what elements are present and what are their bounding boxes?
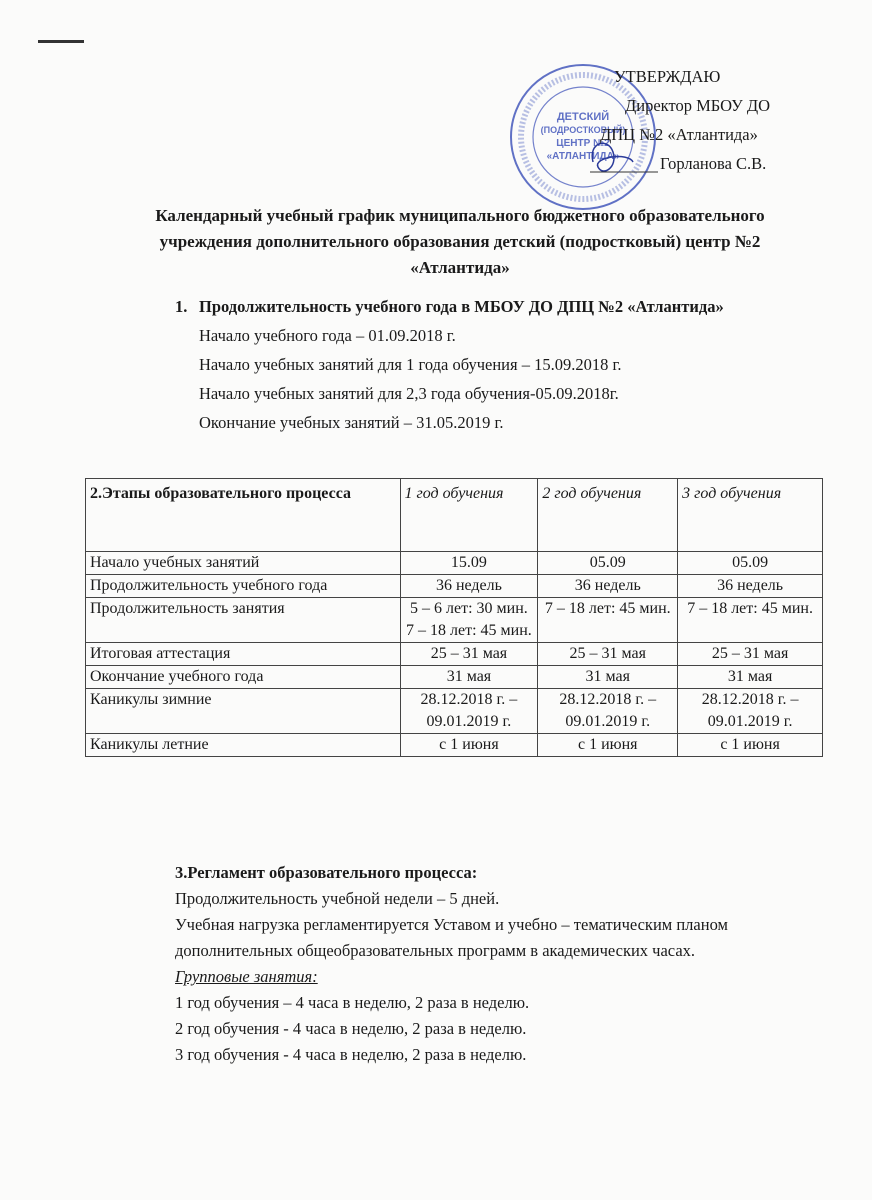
section-1: [175, 292, 795, 437]
table-cell: 31 мая: [400, 666, 538, 689]
section-1-line: Начало учебных занятий для 1 года обучения – 15.09.2018 г.: [199, 355, 622, 374]
table-cell: 28.12.2018 г. – 09.01.2019 г.: [538, 689, 678, 734]
table-row: [86, 552, 823, 575]
row-label: Начало учебных занятий: [86, 552, 401, 575]
section-1-line: Начало учебного года – 01.09.2018 г.: [199, 326, 456, 345]
row-label: Продолжительность учебного года: [86, 575, 401, 598]
section-3-week: Продолжительность учебной недели – 5 дней.: [175, 889, 500, 908]
svg-text:(ПОДРОСТКОВЫЙ): (ПОДРОСТКОВЫЙ): [540, 125, 626, 135]
table-cell: с 1 июня: [678, 734, 823, 757]
group-classes-label: Групповые занятия:: [175, 967, 318, 986]
table-cell: 31 мая: [538, 666, 678, 689]
approval-line: УТВЕРЖДАЮ: [614, 67, 721, 86]
table-row: [86, 575, 823, 598]
table-row: [86, 734, 823, 757]
table-cell: 36 недель: [538, 575, 678, 598]
group-line: 3 год обучения - 4 часа в неделю, 2 раза в неделю.: [175, 1045, 527, 1064]
table-header: 2.Этапы образовательного процесса: [86, 479, 401, 552]
svg-text:ДЕТСКИЙ: ДЕТСКИЙ: [556, 111, 610, 123]
group-line: 2 год обучения - 4 часа в неделю, 2 раза в неделю.: [175, 1019, 527, 1038]
section-1-heading: Продолжительность учебного года в МБОУ ДО ДПЦ №2 «Атлантида»: [199, 297, 724, 316]
table-cell: 36 недель: [400, 575, 538, 598]
table-header: 2 год обучения: [538, 479, 678, 552]
table-cell: 5 – 6 лет: 30 мин. 7 – 18 лет: 45 мин.: [400, 598, 538, 643]
table-cell: 28.12.2018 г. – 09.01.2019 г.: [400, 689, 538, 734]
table-cell: 05.09: [678, 552, 823, 575]
table-cell: 15.09: [400, 552, 538, 575]
row-label: Продолжительность занятия: [86, 598, 401, 643]
table-header: 1 год обучения: [400, 479, 538, 552]
document-title: Календарный учебный график муниципального бюджетного образовательного учреждения дополнительного образования детский (подростковый) центр №2 «Атлантида»: [155, 206, 765, 277]
section-3-load: Учебная нагрузка регламентируется Уставом и учебно – тематическим планом дополнительных общеобразовательных программ в академических часах.: [175, 915, 728, 960]
approval-block: [600, 62, 830, 178]
schedule-table: [85, 478, 823, 757]
svg-text:ЦЕНТР №2: ЦЕНТР №2: [556, 138, 610, 149]
table-row: [86, 689, 823, 734]
table-cell: 31 мая: [678, 666, 823, 689]
row-label: Итоговая аттестация: [86, 643, 401, 666]
table-cell: 28.12.2018 г. – 09.01.2019 г.: [678, 689, 823, 734]
svg-text:«АТЛАНТИДА»: «АТЛАНТИДА»: [546, 151, 620, 162]
row-label: Окончание учебного года: [86, 666, 401, 689]
table-cell: 7 – 18 лет: 45 мин.: [678, 598, 823, 643]
table-cell: 25 – 31 мая: [678, 643, 823, 666]
approval-line: Директор МБОУ ДО: [625, 96, 771, 115]
section-1-line: Окончание учебных занятий – 31.05.2019 г.: [199, 413, 504, 432]
table-cell: 25 – 31 мая: [538, 643, 678, 666]
section-3-heading: 3.Регламент образовательного процесса:: [175, 863, 478, 882]
section-1-line: Начало учебных занятий для 2,3 года обучения-05.09.2018г.: [199, 384, 619, 403]
section-1-number: 1.: [175, 297, 188, 316]
group-line: 1 год обучения – 4 часа в неделю, 2 раза в неделю.: [175, 993, 530, 1012]
table-header-row: [86, 479, 823, 552]
table-cell: с 1 июня: [538, 734, 678, 757]
table-header: 3 год обучения: [678, 479, 823, 552]
table-row: [86, 666, 823, 689]
table-cell: 7 – 18 лет: 45 мин.: [538, 598, 678, 643]
table-cell: 25 – 31 мая: [400, 643, 538, 666]
scan-mark: [38, 40, 84, 43]
row-label: Каникулы летние: [86, 734, 401, 757]
table-row: [86, 598, 823, 643]
row-label: Каникулы зимние: [86, 689, 401, 734]
table-cell: 36 недель: [678, 575, 823, 598]
table-row: [86, 643, 823, 666]
section-3: [175, 860, 815, 1068]
table-cell: с 1 июня: [400, 734, 538, 757]
table-cell: 05.09: [538, 552, 678, 575]
approval-signatory: Горланова С.В.: [660, 154, 767, 173]
approval-line: ДПЦ №2 «Атлантида»: [600, 125, 758, 144]
